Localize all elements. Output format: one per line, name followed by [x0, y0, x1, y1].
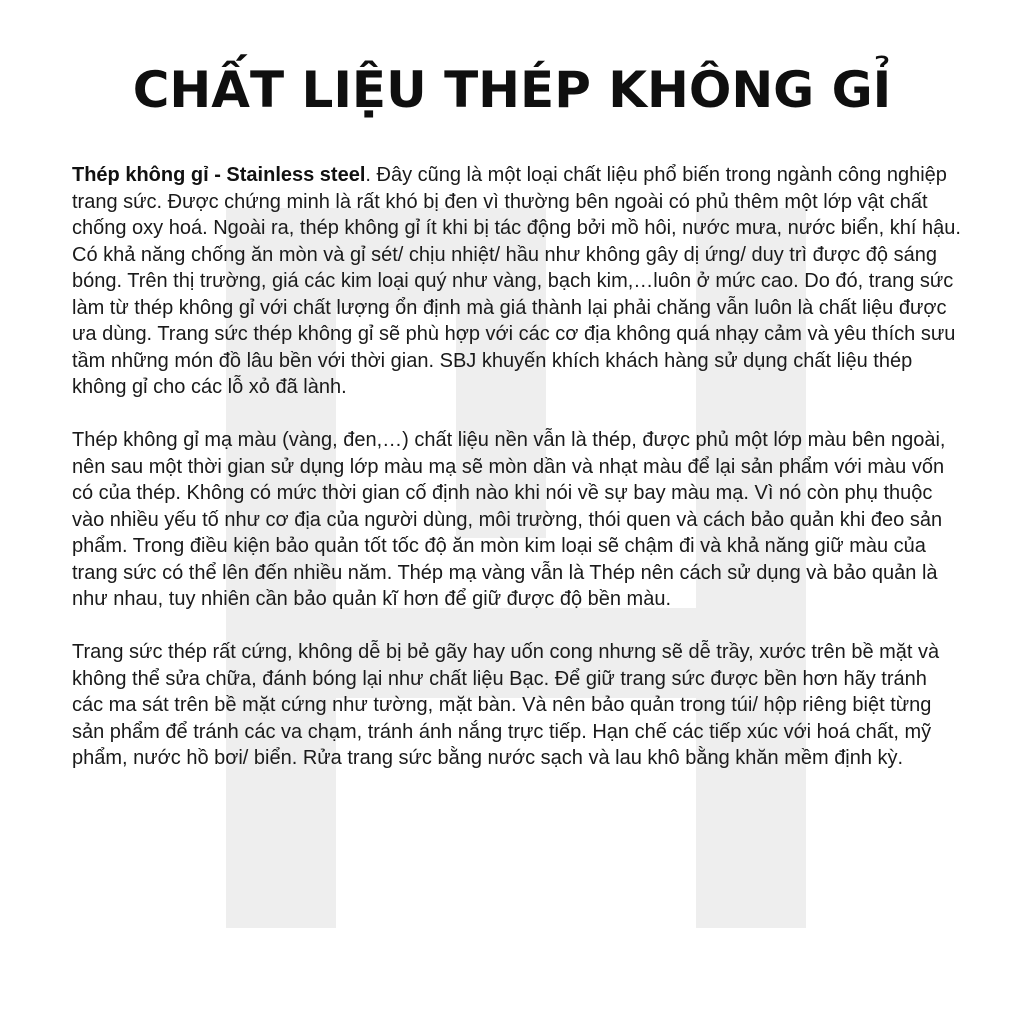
paragraph-plated-steel: Thép không gỉ mạ màu (vàng, đen,…) chất liệu nền vẫn là thép, được phủ một lớp màu bên ngoài, nên sau một thời gian sử dụng lớp màu mạ sẽ mòn dần và nhạt màu để lại sản phẩm với màu vốn có của thép. Không có mức thời gian cố định nào khi nói về sự bay màu mạ. Vì nó còn phụ thuộc vào nhiều yếu tố như cơ địa của người dùng, môi trường, thói quen và cách bảo quản khi đeo sản phẩm. Trong điều kiện bảo quản tốt tốc độ ăn mòn kim loại sẽ chậm đi và khả năng giữ màu của trang sức có thể lên đến nhiều năm. Thép mạ vàng vẫn là Thép nên cách sử dụng và bảo quản là như nhau, tuy nhiên cần bảo quản kĩ hơn để giữ được độ bền màu.	[72, 429, 946, 610]
article-body	[72, 162, 962, 772]
page-title: CHẤT LIỆU THÉP KHÔNG GỈ	[132, 61, 892, 119]
paragraph-lead-bold: Thép không gỉ - Stainless steel	[72, 164, 366, 186]
paragraph-text: . Đây cũng là một loại chất liệu phổ biến trong ngành công nghiệp trang sức. Được chứng minh là rất khó bị đen vì thường bên ngoài có phủ thêm một lớp vật chất chống oxy hoá. Ngoài ra, thép không gỉ ít khi bị tác động bởi mồ hôi, nước mưa, nước biển, khí hậu. Có khả năng chống ăn mòn và gỉ sét/ chịu nhiệt/ hầu như không gây dị ứng/ duy trì được độ sáng bóng. Trên thị trường, giá các kim loại quý như vàng, bạch kim,…luôn ở mức cao. Do đó, trang sức làm từ thép không gỉ với chất lượng ổn định mà giá thành lại phải chăng vẫn luôn là chất liệu được ưa dùng. Trang sức thép không gỉ sẽ phù hợp với các cơ địa không quá nhạy cảm và yêu thích sưu tầm những món đồ lâu bền với thời gian. SBJ khuyến khích khách hàng sử dụng chất liệu thép không gỉ cho các lỗ xỏ đã lành.	[72, 164, 961, 398]
paragraph-care-instructions: Trang sức thép rất cứng, không dễ bị bẻ gãy hay uốn cong nhưng sẽ dễ trầy, xước trên bề mặt và không thể sửa chữa, đánh bóng lại như chất liệu Bạc. Để giữ trang sức được bền hơn hãy tránh các ma sát trên bề mặt cứng như tường, mặt bàn. Và nên bảo quản trong túi/ hộp riêng biệt từng sản phẩm để tránh các va chạm, tránh ánh nắng trực tiếp. Hạn chế các tiếp xúc với hoá chất, mỹ phẩm, nước hồ bơi/ biển. Rửa trang sức bằng nước sạch và lau khô bằng khăn mềm định kỳ.	[72, 641, 940, 769]
paragraph-stainless-steel-intro	[72, 162, 962, 401]
